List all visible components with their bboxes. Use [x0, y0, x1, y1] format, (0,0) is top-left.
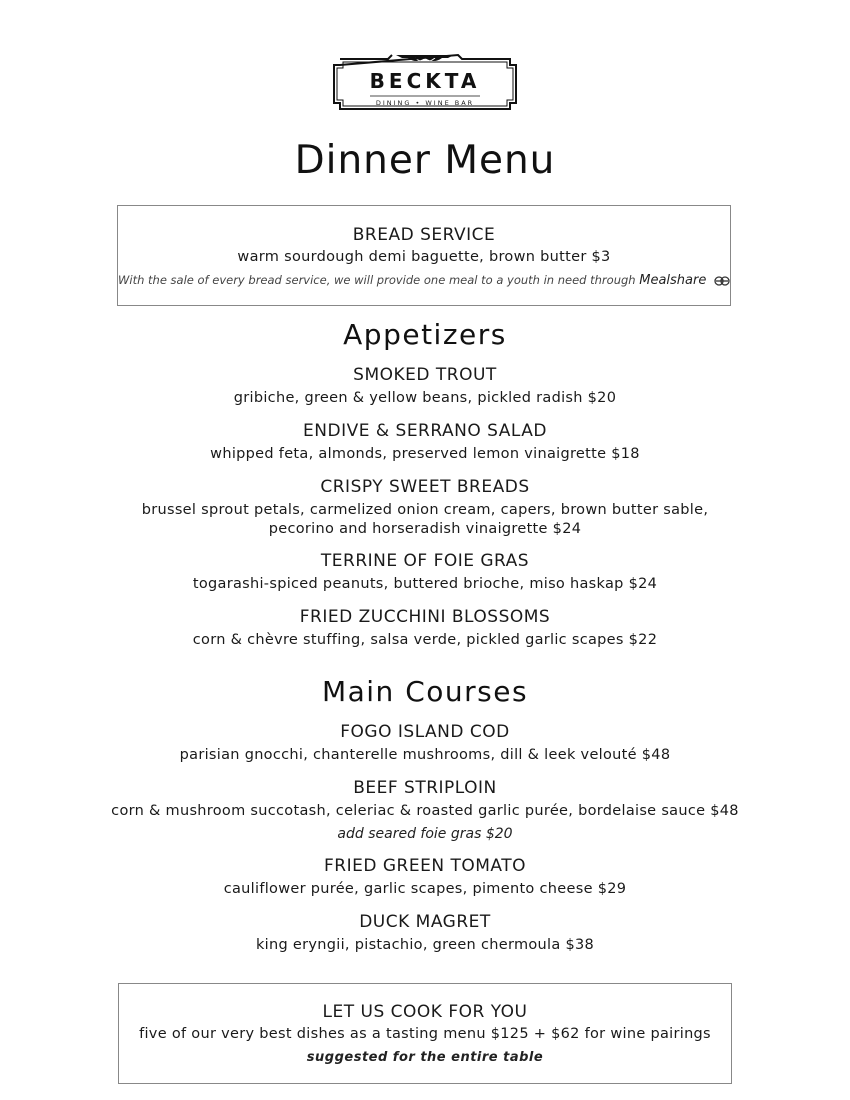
menu-item-name: CRISPY SWEET BREADS — [320, 477, 530, 497]
page-title: Dinner Menu — [294, 138, 556, 183]
tasting-menu-note: suggested for the entire table — [306, 1050, 544, 1065]
menu-item-description: gribiche, green & yellow beans, pickled radish $20 — [233, 390, 617, 406]
menu-item-description-cont: pecorino and horseradish vinaigrette $24 — [268, 521, 582, 537]
menu-item-name: FOGO ISLAND COD — [340, 722, 510, 742]
menu-item-description: brussel sprout petals, carmelized onion cream, capers, brown butter sable, — [141, 502, 709, 518]
menu-item-name: FRIED ZUCCHINI BLOSSOMS — [299, 607, 551, 627]
menu-item-description: corn & mushroom succotash, celeriac & roasted garlic purée, bordelaise sauce $48 — [111, 803, 739, 819]
menu-item-name: SMOKED TROUT — [353, 365, 497, 385]
main-courses-heading: Main Courses — [321, 675, 529, 708]
menu-item-description: king eryngii, pistachio, green chermoula $38 — [255, 937, 595, 953]
bread-service-name: BREAD SERVICE — [352, 225, 496, 245]
mealshare-icon — [714, 276, 730, 286]
menu-item-description: parisian gnocchi, chanterelle mushrooms, dill & leek velouté $48 — [179, 747, 671, 763]
menu-item-name: TERRINE OF FOIE GRAS — [320, 551, 530, 571]
menu-item-description: togarashi-spiced peanuts, buttered brioche, miso haskap $24 — [192, 576, 658, 592]
menu-item-name: ENDIVE & SERRANO SALAD — [303, 421, 547, 441]
logo-tagline: DINING • WINE BAR — [375, 99, 475, 107]
tasting-menu-box — [118, 983, 732, 1084]
menu-item-name: BEEF STRIPLOIN — [353, 778, 497, 798]
menu-item-addon: add seared foie gras $20 — [337, 826, 513, 842]
appetizers-heading: Appetizers — [343, 318, 507, 351]
menu-item-description: corn & chèvre stuffing, salsa verde, pickled garlic scapes $22 — [192, 632, 658, 648]
mealshare-note — [118, 273, 730, 288]
bread-service-box — [117, 205, 731, 306]
mealshare-note-text: With the sale of every bread service, we will provide one meal to a youth in need through — [118, 273, 636, 287]
tasting-menu-name: LET US COOK FOR YOU — [322, 1002, 528, 1022]
menu-item-name: FRIED GREEN TOMATO — [324, 856, 526, 876]
menu-item-name: DUCK MAGRET — [359, 912, 491, 932]
logo-wordmark: BECKTA — [369, 69, 481, 93]
menu-item-description: whipped feta, almonds, preserved lemon vinaigrette $18 — [210, 446, 640, 462]
bread-service-description: warm sourdough demi baguette, brown butter $3 — [237, 249, 611, 265]
beckta-logo — [330, 52, 520, 116]
mealshare-brand: Mealshare — [639, 273, 707, 288]
tasting-menu-description: five of our very best dishes as a tasting menu $125 + $62 for wine pairings — [139, 1026, 711, 1042]
menu-item-description: cauliflower purée, garlic scapes, pimento cheese $29 — [223, 881, 627, 897]
